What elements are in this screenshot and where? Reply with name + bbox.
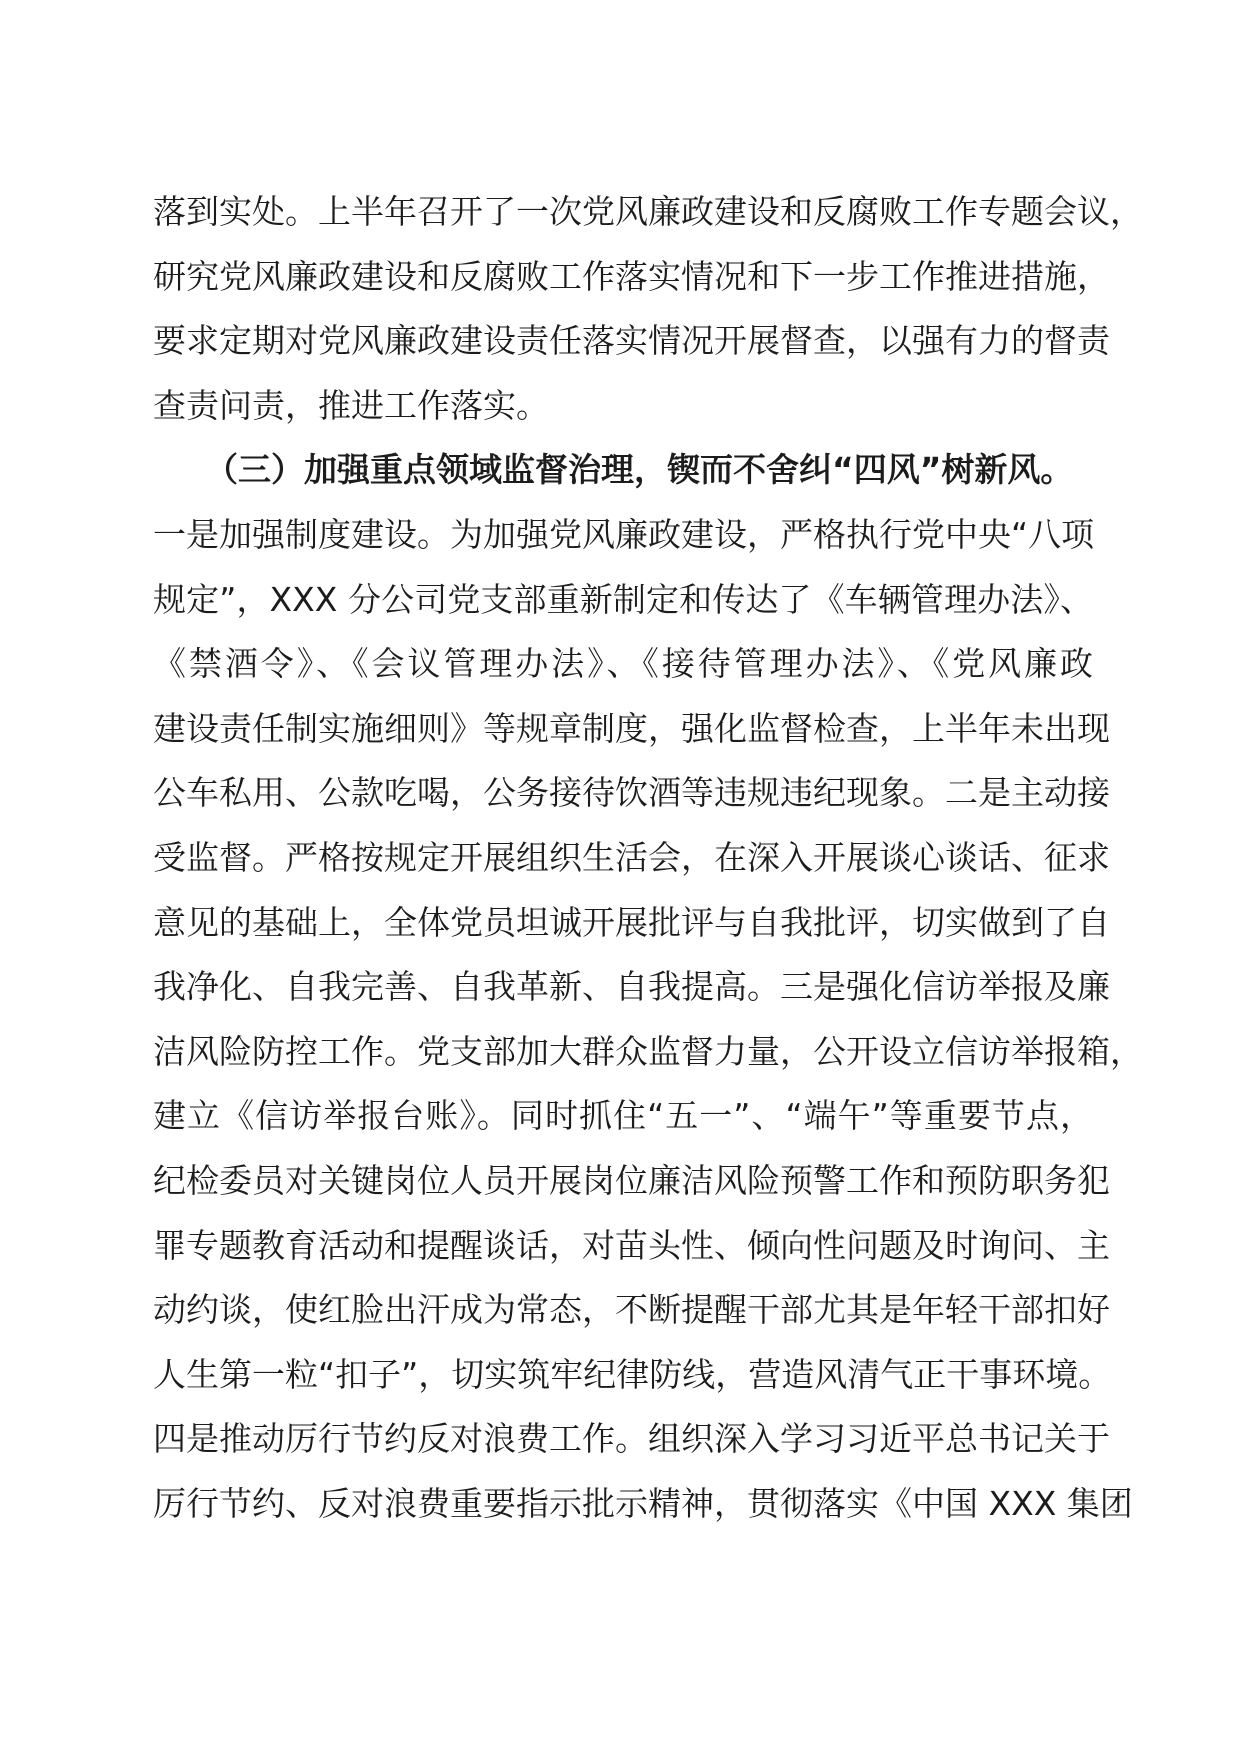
section-heading: （三）加强重点领域监督治理，锲而不舍纠“四风”树新风。: [205, 450, 1074, 490]
text-line: 厉行节约、反对浪费重要指示批示精神，贯彻落实《中国 XXX 集团: [153, 1483, 1133, 1523]
text-line: 洁风险防控工作。党支部加大群众监督力量，公开设立信访举报箱，: [153, 1031, 1143, 1071]
text-line: 一是加强制度建设。为加强党风廉政建设，严格执行党中央“八项: [153, 514, 1095, 554]
text-line: 罪专题教育活动和提醒谈话，对苗头性、倾向性问题及时询问、主: [153, 1225, 1110, 1265]
body-text: [153, 180, 1143, 1536]
text-line: 动约谈，使红脸出汗成为常态，不断提醒干部尤其是年轻干部扣好: [153, 1290, 1110, 1330]
text-line: 受监督。严格按规定开展组织生活会，在深入开展谈心谈话、征求: [153, 837, 1110, 877]
text-line: 我净化、自我完善、自我革新、自我提高。三是强化信访举报及廉: [153, 967, 1110, 1007]
text-line: 落到实处。上半年召开了一次党风廉政建设和反腐败工作专题会议，: [153, 192, 1143, 231]
text-line: 意见的基础上，全体党员坦诚开展批评与自我批评，切实做到了自: [153, 902, 1110, 942]
text-line: 人生第一粒“扣子”，切实筑牢纪律防线，营造风清气正干事环境。: [153, 1354, 1112, 1394]
text-line: 研究党风廉政建设和反腐败工作落实情况和下一步工作推进措施，: [153, 256, 1110, 296]
text-line: 建立《信访举报台账》。同时抓住“五一”、“端午”等重要节点，: [153, 1096, 1093, 1136]
text-line: 要求定期对党风廉政建设责任落实情况开展督查，以强有力的督责: [153, 321, 1110, 361]
text-line: 公车私用、公款吃喝，公务接待饮酒等违规违纪现象。二是主动接: [153, 773, 1110, 813]
text-line: 《禁酒令》、《会议管理办法》、《接待管理办法》、《党风廉政: [153, 644, 1093, 684]
text-line: 建设责任制实施细则》等规章制度，强化监督检查，上半年未出现: [153, 708, 1110, 748]
text-line: 查责问责，推进工作落实。: [153, 385, 549, 425]
text-line: 纪检委员对关键岗位人员开展岗位廉洁风险预警工作和预防职务犯: [153, 1160, 1110, 1200]
text-line: 四是推动厉行节约反对浪费工作。组织深入学习习近平总书记关于: [153, 1419, 1110, 1459]
text-line: 规定”，XXX 分公司党支部重新制定和传达了《车辆管理办法》、: [153, 579, 1093, 619]
